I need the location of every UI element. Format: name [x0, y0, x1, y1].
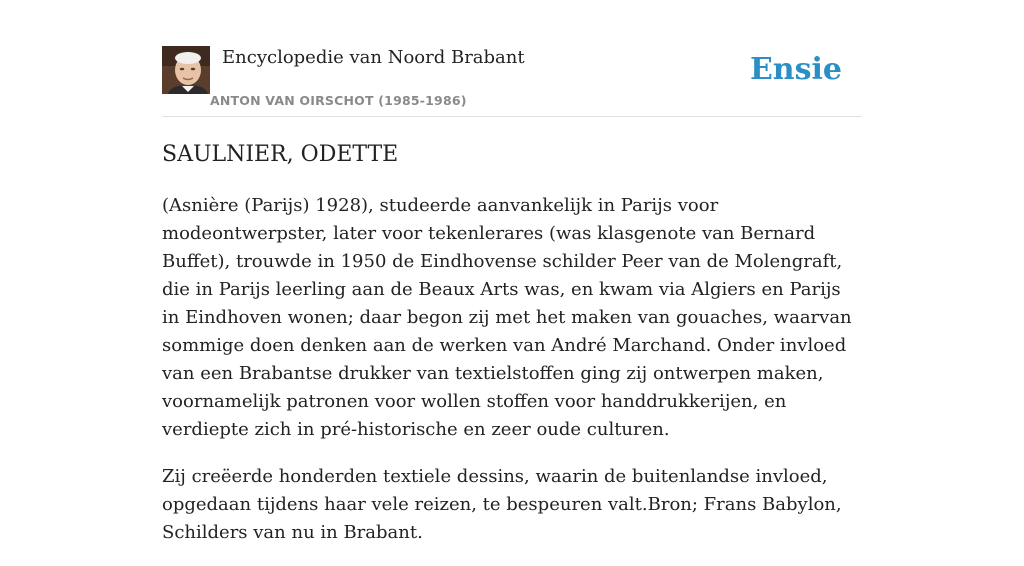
ensie-logo[interactable]: Ensie	[749, 52, 842, 87]
author-name[interactable]: ANTON VAN OIRSCHOT (1985-1986)	[210, 93, 467, 108]
header	[162, 46, 862, 117]
author-avatar[interactable]	[162, 46, 210, 94]
article-body	[162, 192, 862, 566]
entry-title: SAULNIER, ODETTE	[162, 142, 399, 167]
author-portrait-icon	[162, 46, 210, 94]
site-title[interactable]: Encyclopedie van Noord Brabant	[222, 47, 525, 68]
article-paragraph: Zij creëerde honderden textiele dessins, waarin de buitenlandse invloed, opgedaan tijdens haar vele reizen, te bespeuren valt.Bron; Frans Babylon, Schilders van nu in Brabant.	[162, 466, 842, 543]
article-paragraph: (Asnière (Parijs) 1928), studeerde aanvankelijk in Parijs voor modeontwerpster, later voor tekenlerares (was klasgenote van Bernard Buffet), trouwde in 1950 de Eindhovense schilder Peer van de Molengraft, die in Parijs leerling aan de Beaux Arts was, en kwam via Algiers en Parijs in Eindhoven wonen; daar begon zij met het maken van gouaches, waarvan sommige doen denken aan de werken van André Marchand. Onder invloed van een Brabantse drukker van textielstoffen ging zij ontwerpen maken, voornamelijk patronen voor wollen stoffen voor handdrukkerijen, en verdiepte zich in pré-historische en zeer oude culturen.	[162, 195, 852, 440]
